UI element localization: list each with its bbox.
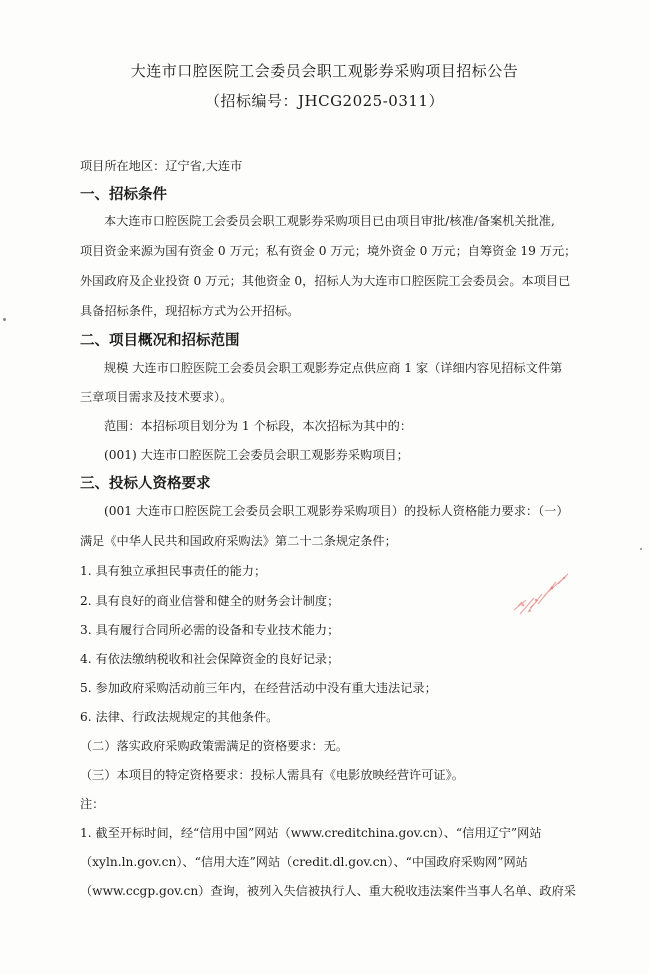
paragraph-line: 三章项目需求及技术要求）。 (80, 390, 233, 404)
paragraph-line: (001 大连市口腔医院工会委员会职工观影券采购项目）的投标人资格能力要求：（一） (104, 504, 569, 518)
scan-speck-icon (3, 318, 6, 321)
paragraph-line: （二）落实政府采购政策需满足的资格要求：无。 (80, 739, 349, 753)
paragraph-line: 范围：本招标项目划分为 1 个标段，本次招标为其中的： (104, 419, 413, 433)
paragraph-line: (001) 大连市口腔医院工会委员会职工观影券采购项目； (104, 448, 409, 462)
paragraph-line: 本大连市口腔医院工会委员会职工观影券采购项目已由项目审批/核准/备案机关批准, (104, 214, 555, 228)
paragraph-line: 满足《中华人民共和国政府采购法》第二十二条规定条件； (80, 534, 397, 548)
section-heading: 二、项目概况和招标范围 (80, 333, 240, 349)
document-title: 大连市口腔医院工会委员会职工观影券采购项目招标公告 (130, 62, 519, 80)
section-heading: 一、招标条件 (80, 187, 167, 203)
list-item: 1. 具有独立承担民事责任的能力； (80, 564, 267, 578)
project-location: 项目所在地区：辽宁省,大连市 (80, 159, 243, 173)
paragraph-line: 1. 截至开标时间，经“信用中国”网站（www.creditchina.gov.cn）、“信用辽宁”网站 (80, 826, 542, 840)
paragraph-line: 规模 大连市口腔医院工会委员会职工观影券定点供应商 1 家（详细内容见招标文件第 (104, 361, 563, 375)
list-item: 4. 有依法缴纳税收和社会保障资金的良好记录； (80, 652, 340, 666)
list-item: 6. 法律、行政法规规定的其他条件。 (80, 710, 279, 724)
paragraph-line: （xyln.ln.gov.cn）、“信用大连”网站（credit.dl.gov.cn）、“中国政府采购网”网站 (80, 855, 528, 869)
paragraph-line: 具备招标条件，现招标方式为公开招标。 (80, 304, 300, 318)
paragraph-line: （www.ccgp.gov.cn）查询，被列入失信被执行人、重大税收违法案件当事人名单、政府采 (80, 884, 576, 898)
note-label: 注： (80, 797, 105, 811)
stamp-mark-icon (508, 570, 578, 620)
list-item: 3. 具有履行合同所必需的设备和专业技术能力； (80, 623, 340, 637)
paragraph-line: （三）本项目的特定资格要求：投标人需具有《电影放映经营许可证》。 (80, 768, 464, 782)
bid-number: （招标编号：JHCG2025-0311） (205, 92, 444, 110)
scan-speck-icon (640, 548, 642, 550)
paragraph-line: 外国政府及企业投资 0 万元；其他资金 0，招标人为大连市口腔医院工会委员会。本项目已 (80, 274, 571, 288)
list-item: 2. 具有良好的商业信誉和健全的财务会计制度； (80, 594, 340, 608)
section-heading: 三、投标人资格要求 (80, 476, 211, 492)
paragraph-line: 项目资金来源为国有资金 0 万元；私有资金 0 万元；境外资金 0 万元；自筹资金 19 万元； (80, 244, 577, 258)
list-item: 5. 参加政府采购活动前三年内，在经营活动中没有重大违法记录； (80, 681, 437, 695)
